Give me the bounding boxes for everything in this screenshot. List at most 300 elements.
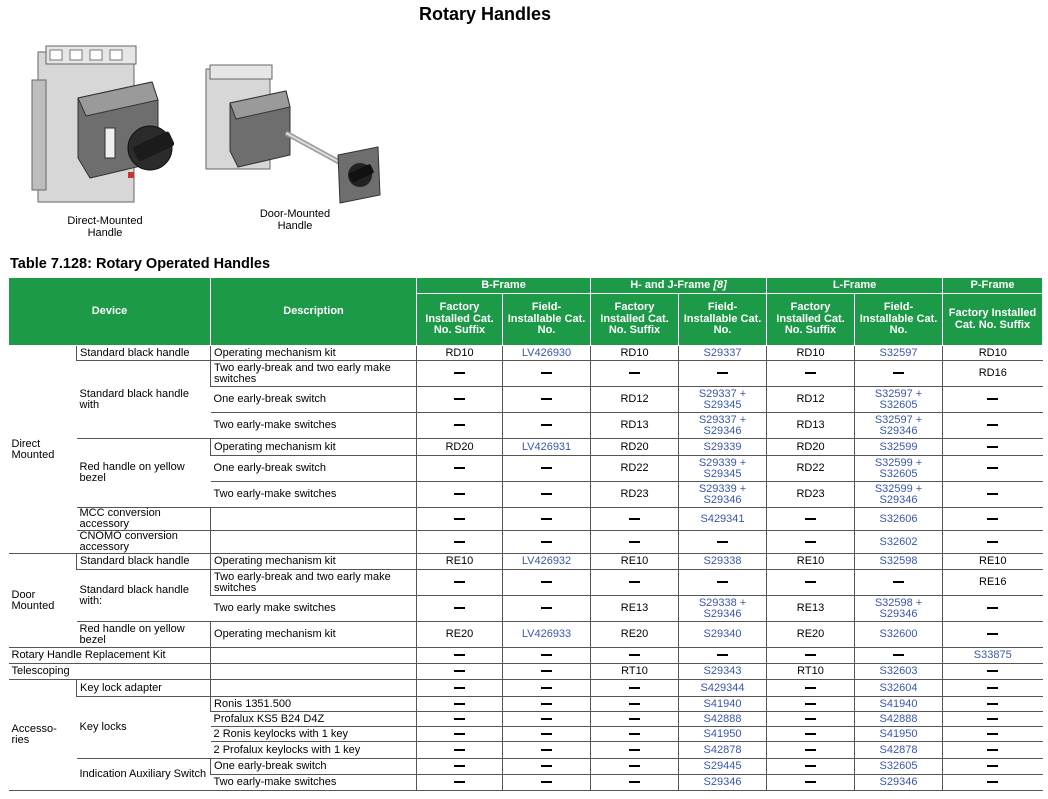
device-cell: Red handle on yellow bezel xyxy=(77,622,211,648)
device-cell: Telescoping xyxy=(9,664,211,680)
not-available-cell xyxy=(503,680,591,697)
description-cell: 2 Profalux keylocks with 1 key xyxy=(211,742,417,759)
catalog-number-cell: S29338 + S29346 xyxy=(679,596,767,622)
table-row xyxy=(9,570,1043,596)
suffix-cell: RE13 xyxy=(767,596,855,622)
dash-mark xyxy=(629,541,640,543)
device-cell: Rotary Handle Replacement Kit xyxy=(9,648,211,664)
not-available-cell xyxy=(855,648,943,664)
direct-mounted-caption: Direct-Mounted Handle xyxy=(67,215,143,239)
catalog-number-cell: S32597 + S29346 xyxy=(855,413,943,439)
dash-mark xyxy=(629,518,640,520)
dash-mark xyxy=(541,424,552,426)
dash-mark xyxy=(893,581,904,583)
not-available-cell xyxy=(503,712,591,727)
table-row xyxy=(9,648,1043,664)
door-mounted-caption: Door-Mounted Handle xyxy=(259,208,331,232)
suffix-cell: RE20 xyxy=(591,622,679,648)
device-cell: Indication Auxiliary Switch xyxy=(77,759,211,791)
not-available-cell xyxy=(417,361,503,387)
catalog-number-cell: S32605 xyxy=(855,759,943,775)
not-available-cell xyxy=(767,759,855,775)
description-cell: Ronis 1351.500 xyxy=(211,697,417,712)
not-available-cell xyxy=(417,775,503,791)
not-available-cell xyxy=(943,697,1043,712)
not-available-cell xyxy=(679,648,767,664)
catalog-number-cell: S29337 + S29346 xyxy=(679,413,767,439)
dash-mark xyxy=(987,541,998,543)
catalog-number-cell: S32606 xyxy=(855,508,943,531)
dash-mark xyxy=(805,703,816,705)
not-available-cell xyxy=(767,361,855,387)
suffix-cell: RE10 xyxy=(591,554,679,570)
suffix-cell: RD10 xyxy=(767,346,855,361)
l-frame-header: L-Frame xyxy=(767,278,943,294)
field-header: Field- Installable Cat. No. xyxy=(503,294,591,346)
dash-mark xyxy=(805,654,816,656)
not-available-cell xyxy=(503,664,591,680)
catalog-number-cell: S32604 xyxy=(855,680,943,697)
dash-mark xyxy=(987,703,998,705)
not-available-cell xyxy=(767,742,855,759)
catalog-number-cell: S42878 xyxy=(679,742,767,759)
catalog-number-cell: S32599 + S29346 xyxy=(855,482,943,508)
not-available-cell xyxy=(679,570,767,596)
not-available-cell xyxy=(591,648,679,664)
not-available-cell xyxy=(417,508,503,531)
description-cell xyxy=(211,680,417,697)
description-cell xyxy=(211,508,417,531)
dash-mark xyxy=(717,372,728,374)
catalog-number-cell: S32599 + S32605 xyxy=(855,456,943,482)
dash-mark xyxy=(454,581,465,583)
dash-mark xyxy=(629,765,640,767)
device-cell: MCC conversion accessory xyxy=(77,508,211,531)
suffix-cell: RE13 xyxy=(591,596,679,622)
not-available-cell xyxy=(417,727,503,742)
dash-mark xyxy=(454,493,465,495)
b-frame-header: B-Frame xyxy=(417,278,591,294)
dash-mark xyxy=(454,670,465,672)
description-cell: One early-break switch xyxy=(211,387,417,413)
catalog-number-cell: S29346 xyxy=(679,775,767,791)
table-row xyxy=(9,664,1043,680)
not-available-cell xyxy=(503,413,591,439)
dash-mark xyxy=(454,467,465,469)
not-available-cell xyxy=(943,712,1043,727)
device-header: Device xyxy=(9,278,211,346)
not-available-cell xyxy=(943,413,1043,439)
not-available-cell xyxy=(591,361,679,387)
not-available-cell xyxy=(417,387,503,413)
not-available-cell xyxy=(679,531,767,554)
device-cell: Red handle on yellow bezel xyxy=(77,439,211,508)
description-cell: Profalux KS5 B24 D4Z xyxy=(211,712,417,727)
catalog-number-cell: LV426930 xyxy=(503,346,591,361)
device-cell: Standard black handle xyxy=(77,554,211,570)
not-available-cell xyxy=(591,742,679,759)
suffix-cell: RE10 xyxy=(767,554,855,570)
not-available-cell xyxy=(503,531,591,554)
group-cell: Accesso- ries xyxy=(9,680,77,791)
table-row xyxy=(9,697,1043,712)
dash-mark xyxy=(987,670,998,672)
dash-mark xyxy=(893,654,904,656)
dash-mark xyxy=(541,398,552,400)
dash-mark xyxy=(454,765,465,767)
dash-mark xyxy=(805,581,816,583)
dash-mark xyxy=(717,541,728,543)
catalog-number-cell: S29343 xyxy=(679,664,767,680)
not-available-cell xyxy=(943,742,1043,759)
dash-mark xyxy=(893,372,904,374)
suffix-cell: RD22 xyxy=(767,456,855,482)
catalog-number-cell: S32603 xyxy=(855,664,943,680)
catalog-number-cell: S41950 xyxy=(679,727,767,742)
dash-mark xyxy=(454,718,465,720)
not-available-cell xyxy=(503,482,591,508)
dash-mark xyxy=(541,718,552,720)
not-available-cell xyxy=(417,456,503,482)
dash-mark xyxy=(987,749,998,751)
table-title: Table 7.128: Rotary Operated Handles xyxy=(10,256,271,272)
dash-mark xyxy=(805,372,816,374)
not-available-cell xyxy=(503,456,591,482)
not-available-cell xyxy=(503,742,591,759)
catalog-number-cell: S32602 xyxy=(855,531,943,554)
dash-mark xyxy=(629,703,640,705)
dash-mark xyxy=(541,518,552,520)
suffix-cell: RE16 xyxy=(943,570,1043,596)
factory-header: Factory Installed Cat. No. Suffix xyxy=(417,294,503,346)
dash-mark xyxy=(987,493,998,495)
not-available-cell xyxy=(767,680,855,697)
suffix-cell: RD22 xyxy=(591,456,679,482)
not-available-cell xyxy=(943,508,1043,531)
catalog-number-cell: S29338 xyxy=(679,554,767,570)
suffix-cell: RE20 xyxy=(767,622,855,648)
not-available-cell xyxy=(417,596,503,622)
catalog-number-cell: S42888 xyxy=(679,712,767,727)
dash-mark xyxy=(987,687,998,689)
suffix-cell: RD23 xyxy=(591,482,679,508)
not-available-cell xyxy=(767,727,855,742)
not-available-cell xyxy=(943,456,1043,482)
table-row xyxy=(9,361,1043,387)
suffix-cell: RD10 xyxy=(591,346,679,361)
not-available-cell xyxy=(679,361,767,387)
catalog-number-cell: S29340 xyxy=(679,622,767,648)
dash-mark xyxy=(541,765,552,767)
catalog-number-cell: S32598 xyxy=(855,554,943,570)
dash-mark xyxy=(717,654,728,656)
catalog-number-cell: S41950 xyxy=(855,727,943,742)
dash-mark xyxy=(454,781,465,783)
not-available-cell xyxy=(417,680,503,697)
dash-mark xyxy=(454,703,465,705)
not-available-cell xyxy=(591,775,679,791)
description-cell: Two early-break and two early make switches xyxy=(211,570,417,596)
not-available-cell xyxy=(417,759,503,775)
dash-mark xyxy=(987,733,998,735)
dash-mark xyxy=(454,398,465,400)
dash-mark xyxy=(541,581,552,583)
dash-mark xyxy=(541,749,552,751)
dash-mark xyxy=(987,633,998,635)
dash-mark xyxy=(541,687,552,689)
dash-mark xyxy=(541,372,552,374)
not-available-cell xyxy=(591,727,679,742)
table-row xyxy=(9,439,1043,456)
not-available-cell xyxy=(767,508,855,531)
not-available-cell xyxy=(767,570,855,596)
dash-mark xyxy=(987,781,998,783)
description-cell: Two early make switches xyxy=(211,596,417,622)
suffix-cell: RT10 xyxy=(591,664,679,680)
description-cell: One early-break switch xyxy=(211,759,417,775)
catalog-number-cell: S29445 xyxy=(679,759,767,775)
description-cell xyxy=(211,531,417,554)
table-row xyxy=(9,554,1043,570)
not-available-cell xyxy=(943,622,1043,648)
dash-mark xyxy=(454,733,465,735)
dash-mark xyxy=(629,654,640,656)
not-available-cell xyxy=(943,596,1043,622)
catalog-number-cell: S29346 xyxy=(855,775,943,791)
suffix-cell: RE10 xyxy=(943,554,1043,570)
description-header: Description xyxy=(211,278,417,346)
table-row xyxy=(9,531,1043,554)
not-available-cell xyxy=(417,482,503,508)
dash-mark xyxy=(629,733,640,735)
description-cell: Operating mechanism kit xyxy=(211,554,417,570)
dash-mark xyxy=(454,541,465,543)
not-available-cell xyxy=(767,531,855,554)
device-cell: Key locks xyxy=(77,697,211,759)
dash-mark xyxy=(629,718,640,720)
not-available-cell xyxy=(943,759,1043,775)
group-cell: Direct Mounted xyxy=(9,346,77,554)
not-available-cell xyxy=(767,775,855,791)
not-available-cell xyxy=(855,361,943,387)
catalog-number-cell: S29339 xyxy=(679,439,767,456)
dash-mark xyxy=(629,781,640,783)
description-cell xyxy=(211,664,417,680)
not-available-cell xyxy=(767,697,855,712)
field-header: Field- Installable Cat. No. xyxy=(855,294,943,346)
group-cell: Door Mounted xyxy=(9,554,77,648)
not-available-cell xyxy=(503,697,591,712)
description-cell: Two early-make switches xyxy=(211,775,417,791)
table-row xyxy=(9,508,1043,531)
dash-mark xyxy=(805,541,816,543)
dash-mark xyxy=(541,703,552,705)
dash-mark xyxy=(987,765,998,767)
catalog-number-cell: S32600 xyxy=(855,622,943,648)
catalog-number-cell: S429341 xyxy=(679,508,767,531)
not-available-cell xyxy=(503,508,591,531)
not-available-cell xyxy=(943,439,1043,456)
dash-mark xyxy=(541,670,552,672)
dash-mark xyxy=(805,687,816,689)
not-available-cell xyxy=(855,570,943,596)
not-available-cell xyxy=(591,759,679,775)
dash-mark xyxy=(541,781,552,783)
page-title: Rotary Handles xyxy=(418,4,552,24)
not-available-cell xyxy=(503,759,591,775)
dash-mark xyxy=(987,518,998,520)
device-cell: Key lock adapter xyxy=(77,680,211,697)
dash-mark xyxy=(629,581,640,583)
description-cell: Two early-make switches xyxy=(211,413,417,439)
dash-mark xyxy=(541,493,552,495)
dash-mark xyxy=(454,687,465,689)
dash-mark xyxy=(629,372,640,374)
catalog-number-cell: S32597 + S32605 xyxy=(855,387,943,413)
not-available-cell xyxy=(503,727,591,742)
dash-mark xyxy=(541,467,552,469)
dash-mark xyxy=(629,749,640,751)
catalog-number-cell: S29337 xyxy=(679,346,767,361)
dash-mark xyxy=(454,424,465,426)
not-available-cell xyxy=(417,570,503,596)
dash-mark xyxy=(717,581,728,583)
not-available-cell xyxy=(767,648,855,664)
dash-mark xyxy=(805,765,816,767)
direct-mounted-handle-image xyxy=(30,40,185,212)
not-available-cell xyxy=(943,531,1043,554)
p-frame-header: P-Frame xyxy=(943,278,1043,294)
suffix-cell: RE20 xyxy=(417,622,503,648)
description-cell: Operating mechanism kit xyxy=(211,622,417,648)
not-available-cell xyxy=(503,361,591,387)
device-cell: Standard black handle with: xyxy=(77,570,211,622)
suffix-cell: RD13 xyxy=(591,413,679,439)
catalog-number-cell: S33875 xyxy=(943,648,1043,664)
not-available-cell xyxy=(503,596,591,622)
dash-mark xyxy=(541,607,552,609)
not-available-cell xyxy=(417,664,503,680)
device-cell: CNOMO conversion accessory xyxy=(77,531,211,554)
not-available-cell xyxy=(591,508,679,531)
dash-mark xyxy=(805,733,816,735)
not-available-cell xyxy=(943,664,1043,680)
catalog-number-cell: S42888 xyxy=(855,712,943,727)
factory-header: Factory Installed Cat. No. Suffix xyxy=(591,294,679,346)
catalog-number-cell: S32597 xyxy=(855,346,943,361)
catalog-number-cell: LV426932 xyxy=(503,554,591,570)
description-cell xyxy=(211,648,417,664)
not-available-cell xyxy=(503,775,591,791)
door-mounted-handle-image xyxy=(200,63,390,208)
suffix-cell: RD20 xyxy=(767,439,855,456)
dash-mark xyxy=(987,718,998,720)
dash-mark xyxy=(629,687,640,689)
dash-mark xyxy=(454,654,465,656)
dash-mark xyxy=(541,733,552,735)
dash-mark xyxy=(454,607,465,609)
suffix-cell: RD20 xyxy=(417,439,503,456)
device-cell: Standard black handle xyxy=(77,346,211,361)
not-available-cell xyxy=(417,413,503,439)
catalog-number-cell: S42878 xyxy=(855,742,943,759)
catalog-number-cell: S41940 xyxy=(679,697,767,712)
not-available-cell xyxy=(503,387,591,413)
description-cell: Two early-make switches xyxy=(211,482,417,508)
dash-mark xyxy=(805,518,816,520)
catalog-number-cell: S29337 + S29345 xyxy=(679,387,767,413)
suffix-cell: RD23 xyxy=(767,482,855,508)
dash-mark xyxy=(541,654,552,656)
description-cell: One early-break switch xyxy=(211,456,417,482)
not-available-cell xyxy=(591,531,679,554)
table-row xyxy=(9,346,1043,361)
hj-frame-header: H- and J-Frame [8] xyxy=(591,278,767,294)
description-cell: Two early-break and two early make switches xyxy=(211,361,417,387)
catalog-number-cell: S29339 + S29346 xyxy=(679,482,767,508)
not-available-cell xyxy=(417,648,503,664)
dash-mark xyxy=(987,607,998,609)
table-row xyxy=(9,759,1043,775)
catalog-number-cell: S429344 xyxy=(679,680,767,697)
not-available-cell xyxy=(767,712,855,727)
dash-mark xyxy=(454,518,465,520)
catalog-number-cell: S32599 xyxy=(855,439,943,456)
suffix-cell: RD20 xyxy=(591,439,679,456)
not-available-cell xyxy=(943,775,1043,791)
catalog-number-cell: LV426933 xyxy=(503,622,591,648)
dash-mark xyxy=(987,424,998,426)
not-available-cell xyxy=(417,742,503,759)
description-cell: Operating mechanism kit xyxy=(211,346,417,361)
not-available-cell xyxy=(591,712,679,727)
catalog-number-cell: S41940 xyxy=(855,697,943,712)
catalog-number-cell: S32598 + S29346 xyxy=(855,596,943,622)
not-available-cell xyxy=(943,680,1043,697)
suffix-cell: RE10 xyxy=(417,554,503,570)
dash-mark xyxy=(987,398,998,400)
suffix-cell: RT10 xyxy=(767,664,855,680)
description-cell: 2 Ronis keylocks with 1 key xyxy=(211,727,417,742)
dash-mark xyxy=(541,541,552,543)
factory-header: Factory Installed Cat. No. Suffix xyxy=(943,294,1043,346)
dash-mark xyxy=(987,446,998,448)
factory-header: Factory Installed Cat. No. Suffix xyxy=(767,294,855,346)
not-available-cell xyxy=(943,727,1043,742)
catalog-number-cell: LV426931 xyxy=(503,439,591,456)
dash-mark xyxy=(805,749,816,751)
not-available-cell xyxy=(417,697,503,712)
not-available-cell xyxy=(417,531,503,554)
not-available-cell xyxy=(943,387,1043,413)
table-row xyxy=(9,680,1043,697)
dash-mark xyxy=(805,718,816,720)
not-available-cell xyxy=(503,570,591,596)
not-available-cell xyxy=(591,570,679,596)
catalog-number-cell: S29339 + S29345 xyxy=(679,456,767,482)
description-cell: Operating mechanism kit xyxy=(211,439,417,456)
dash-mark xyxy=(805,781,816,783)
not-available-cell xyxy=(503,648,591,664)
table-row xyxy=(9,622,1043,648)
suffix-cell: RD12 xyxy=(767,387,855,413)
dash-mark xyxy=(454,372,465,374)
suffix-cell: RD16 xyxy=(943,361,1043,387)
device-cell: Standard black handle with xyxy=(77,361,211,439)
not-available-cell xyxy=(591,680,679,697)
not-available-cell xyxy=(943,482,1043,508)
suffix-cell: RD13 xyxy=(767,413,855,439)
